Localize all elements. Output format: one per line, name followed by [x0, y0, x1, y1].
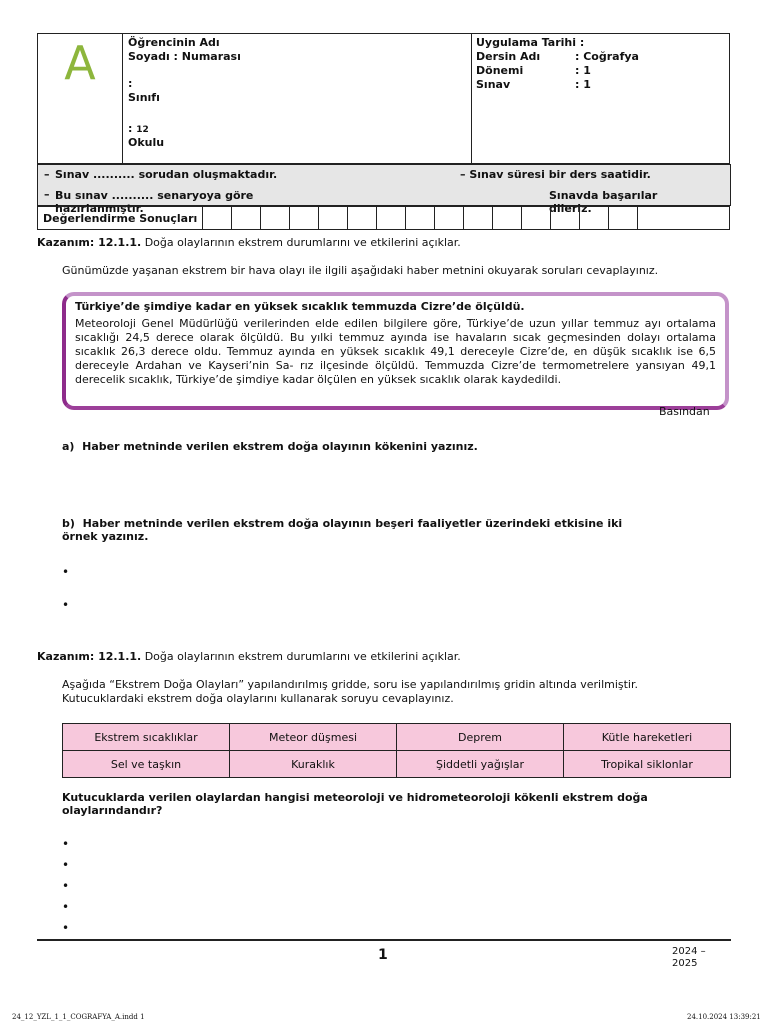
learning-outcome-2: [37, 650, 461, 663]
grid-cell: Sel ve taşkın: [63, 751, 230, 778]
answer-bullet: •: [62, 565, 70, 579]
learning-outcome-code: Kazanım: 12.1.1.: [37, 236, 142, 249]
grade-cell: [318, 207, 319, 229]
class-label: Sınıfı: [128, 91, 160, 104]
news-source: Basından: [659, 405, 710, 418]
exam-header: [37, 33, 730, 164]
footer-divider: [37, 939, 731, 941]
grid-cell: Kütle hareketleri: [564, 724, 731, 751]
section-2-question: Kutucuklarda verilen olaylardan hangisi meteoroloji ve hidrometeoroloji kökenli ekstrem doğa olaylarındandır?: [62, 791, 648, 817]
exam-info-bar: [37, 164, 731, 215]
duration-note: – Sınav süresi bir ders saatidir.: [460, 168, 651, 181]
student-info-cell: [122, 34, 472, 163]
course-value: : Coğrafya: [575, 50, 639, 63]
scenario-note: Bu sınav .......... senaryoya göre hazırlanmıştır.: [55, 189, 254, 215]
grade-cell: [463, 207, 464, 229]
answer-bullet: •: [62, 837, 70, 851]
question-count-note: Sınav .......... sorudan oluşmaktadır.: [55, 168, 278, 181]
good-luck-note: Sınavda başarılar dileriz.: [549, 189, 658, 215]
class-number: 12: [136, 125, 149, 135]
news-box: [62, 292, 729, 410]
info-dash-1: –: [44, 168, 50, 181]
answer-bullet: •: [62, 879, 70, 893]
exam-value: : 1: [575, 78, 591, 91]
info-dash-2: –: [44, 188, 50, 201]
answer-bullet: •: [62, 858, 70, 872]
learning-outcome-text: Doğa olaylarının ekstrem durumlarını ve etkilerini açıklar.: [141, 236, 461, 249]
learning-outcome-text: Doğa olaylarının ekstrem durumlarını ve etkilerini açıklar.: [141, 650, 461, 663]
section-1-instruction: Günümüzde yaşanan ekstrem bir hava olayı ile ilgili aşağıdaki haber metnini okuyarak soruları cevaplayınız.: [62, 264, 659, 277]
grade-cell: [434, 207, 435, 229]
grid-cell: Ekstrem sıcaklıklar: [63, 724, 230, 751]
grid-row: [63, 724, 731, 751]
grade-cell: [521, 207, 522, 229]
colon: :: [128, 77, 133, 90]
grid-cell: Deprem: [397, 724, 564, 751]
form-letter: A: [64, 36, 96, 90]
application-date-label: Uygulama Tarihi :: [476, 36, 585, 49]
answer-bullet: •: [62, 598, 70, 612]
answer-bullet: •: [62, 921, 70, 935]
grade-cell: [347, 207, 348, 229]
grade-cell: [492, 207, 493, 229]
student-name-label: Öğrencinin Adı: [128, 36, 220, 49]
grade-cell: [608, 207, 609, 229]
grid-row: [63, 751, 731, 778]
page-number: 1: [378, 947, 388, 963]
print-timestamp: 24.10.2024 13:39:21: [687, 1013, 761, 1021]
learning-outcome-1: [37, 236, 461, 249]
grade-cell: [289, 207, 290, 229]
grade-cell: [376, 207, 377, 229]
file-name: 24_12_YZL_1_1_COGRAFYA_A.indd 1: [12, 1013, 145, 1021]
grade-cell: [405, 207, 406, 229]
class-value: [128, 122, 149, 137]
grade-cell: [202, 207, 203, 229]
question-b-label: b): [62, 517, 75, 530]
grid-cell: Tropikal siklonlar: [564, 751, 731, 778]
term-value: : 1: [575, 64, 591, 77]
section-2-instruction-1: Aşağıda “Ekstrem Doğa Olayları” yapılandırılmış gridde, soru ise yapılandırılmış gridin altında verilmiştir.: [62, 678, 639, 691]
learning-outcome-code: Kazanım: 12.1.1.: [37, 650, 142, 663]
exam-label: Sınav: [476, 78, 511, 91]
answer-bullet: •: [62, 900, 70, 914]
grid-cell: Şiddetli yağışlar: [397, 751, 564, 778]
question-b: [62, 517, 642, 543]
grade-cell: [260, 207, 261, 229]
course-label: Dersin Adı: [476, 50, 541, 63]
question-a-text: Haber metninde verilen ekstrem doğa olayının kökenini yazınız.: [82, 440, 478, 453]
school-label: Okulu: [128, 136, 165, 149]
student-surname-label: Soyadı : Numarası: [128, 50, 241, 63]
question-b-text: Haber metninde verilen ekstrem doğa olayının beşeri faaliyetler üzerindeki etkisine iki örnek yazınız.: [62, 517, 623, 543]
grade-cell: [550, 207, 551, 229]
grade-cell: [579, 207, 580, 229]
school-year: 2024 – 2025: [672, 946, 706, 969]
grid-cell: Kuraklık: [230, 751, 397, 778]
news-body: Meteoroloji Genel Müdürlüğü verilerinden elde edilen bilgilere göre, Türkiye’de uzun yıllar temmuz ayı ortalama sıcaklığı 24,5 derece olarak ölçüldü. Bu yılki temmuz ayında ise havaların sıcak geçmesinden dolayı ortalama sıcaklık 26,3 derece oldu. Temmuz ayında en yüksek sıcaklık 49,1 dereceyle Cizre’de, en düşük sıcaklık ise 6,5 dereceyle Ardahan ve Kayseri’nin Sa- rız ilçesinde ölçüldü. Temmuzda Cizre’de termometrelere yansıyan 49,1 derecelik sıcaklık, Türkiye’de şimdiye kadar ölçülen en yüksek sıcaklık olarak kaydedildi.: [75, 317, 716, 386]
form-letter-cell: [38, 34, 123, 163]
grid-cell: Meteor düşmesi: [230, 724, 397, 751]
class-value-prefix: :: [128, 122, 133, 135]
grading-results-row: [37, 206, 730, 230]
grade-cell: [231, 207, 232, 229]
question-a: [62, 440, 478, 453]
grading-results-label: Değerlendirme Sonuçları: [43, 212, 198, 225]
term-label: Dönemi: [476, 64, 524, 77]
extreme-events-grid: [62, 723, 731, 778]
news-title: Türkiye’de şimdiye kadar en yüksek sıcaklık temmuzda Cizre’de ölçüldü.: [75, 300, 525, 313]
grade-cell: [637, 207, 638, 229]
question-a-label: a): [62, 440, 75, 453]
section-2-instruction-2: Kutucuklardaki ekstrem doğa olaylarını kullanarak soruyu cevaplayınız.: [62, 692, 454, 705]
